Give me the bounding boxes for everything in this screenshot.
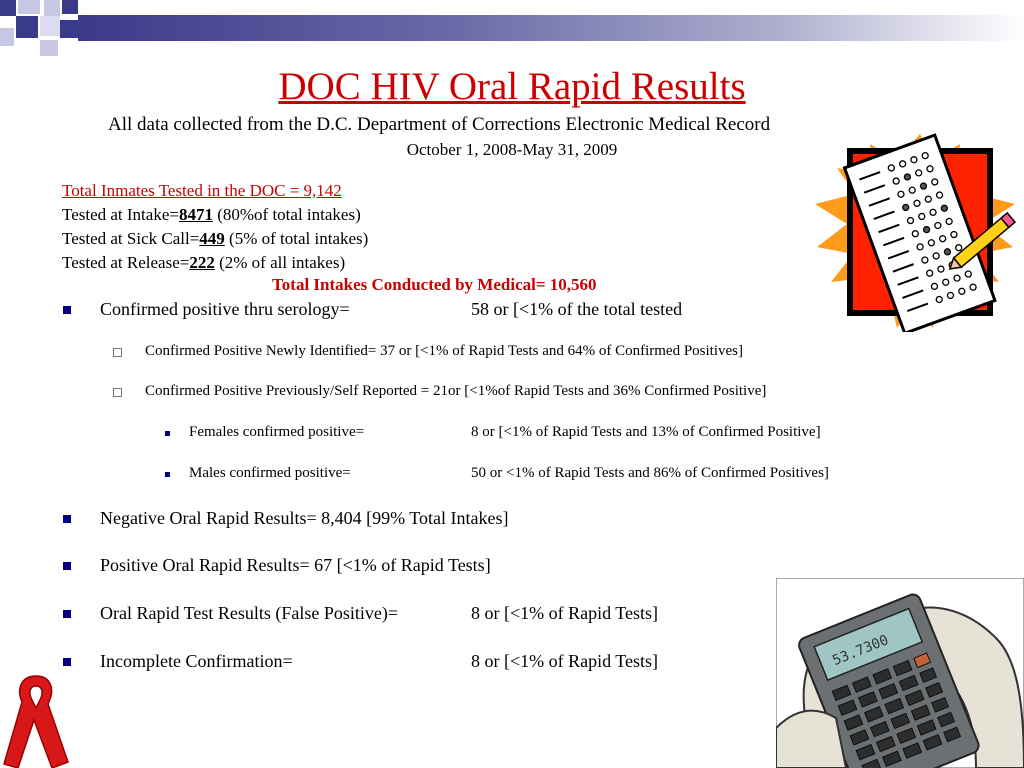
sub-sub-bullet-icon: [165, 431, 170, 436]
header-gradient-bar: [78, 15, 1024, 41]
deco-square: [60, 20, 78, 38]
page-subtitle: All data collected from the D.C. Department of Corrections Electronic Medical Record: [108, 114, 771, 135]
deco-square: [0, 0, 16, 16]
females-value: 8 or [<1% of Rapid Tests and 13% of Confirmed Positive]: [471, 424, 821, 440]
confirmed-label: Confirmed positive thru serology=: [100, 299, 350, 319]
bullet-icon: [63, 562, 71, 570]
deco-square: [0, 28, 14, 46]
stats-block: [62, 179, 368, 275]
sickcall-line: Tested at Sick Call=449 (5% of total intakes): [62, 229, 369, 248]
page-title: DOC HIV Oral Rapid Results: [278, 65, 746, 108]
deco-square: [40, 16, 60, 36]
red-ribbon-icon: [0, 668, 72, 768]
males-value: 50 or <1% of Rapid Tests and 86% of Confirmed Positives]: [471, 465, 829, 481]
confirmed-value: 58 or [<1% of the total tested: [471, 299, 683, 319]
newly-identified: Confirmed Positive Newly Identified= 37 or [<1% of Rapid Tests and 64% of Confirmed Positives]: [145, 343, 744, 359]
males-label: Males confirmed positive=: [189, 465, 351, 481]
deco-square: [18, 0, 40, 14]
total-tested: Total Inmates Tested in the DOC = 9,142: [62, 181, 342, 200]
bullet-icon: [63, 658, 71, 666]
positive-results: Positive Oral Rapid Results= 67 [<1% of Rapid Tests]: [100, 555, 491, 575]
sub-sub-bullet-icon: [165, 472, 170, 477]
total-intakes: Total Intakes Conducted by Medical= 10,560: [272, 275, 597, 294]
incomplete-value: 8 or [<1% of Rapid Tests]: [471, 651, 659, 671]
deco-square: [62, 0, 78, 14]
previously-reported: Confirmed Positive Previously/Self Reported = 21or [<1%of Rapid Tests and 36% Confirmed Positive]: [145, 383, 767, 399]
females-label: Females confirmed positive=: [189, 424, 365, 440]
calculator-clipart-icon: [776, 578, 1024, 768]
bullet-icon: [63, 306, 71, 314]
sub-bullet-icon: [113, 388, 122, 397]
release-value: 222: [189, 253, 215, 272]
false-positive-value: 8 or [<1% of Rapid Tests]: [471, 603, 659, 623]
bullet-icon: [63, 515, 71, 523]
bullet-icon: [63, 610, 71, 618]
deco-square: [44, 0, 60, 16]
false-positive-label: Oral Rapid Test Results (False Positive)=: [100, 603, 399, 623]
deco-square: [16, 16, 38, 38]
intake-value: 8471: [178, 205, 213, 224]
release-line: Tested at Release=222 (2% of all intakes): [62, 253, 346, 272]
sickcall-value: 449: [199, 229, 225, 248]
date-range: October 1, 2008-May 31, 2009: [406, 140, 618, 159]
pencil-icon: [940, 204, 1024, 280]
negative-results: Negative Oral Rapid Results= 8,404 [99% Total Intakes]: [100, 508, 509, 528]
incomplete-label: Incomplete Confirmation=: [100, 651, 293, 671]
calculator-display: 53.7300: [830, 632, 891, 670]
deco-square: [40, 40, 58, 56]
intake-line: Tested at Intake=8471 (80%of total intakes): [62, 205, 361, 224]
sub-bullet-icon: [113, 348, 122, 357]
